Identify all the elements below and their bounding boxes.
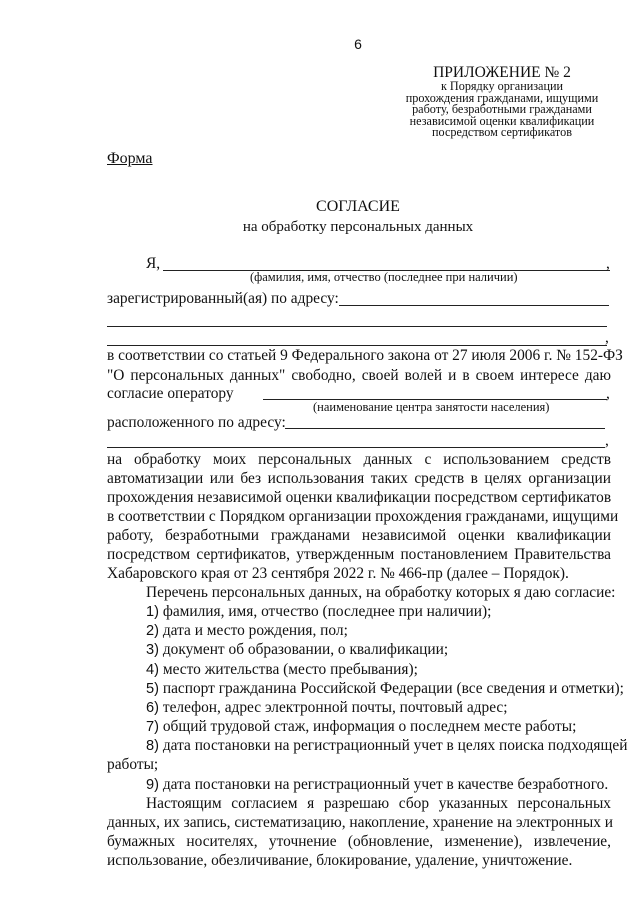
appendix-line: прохождения гражданами, ищущими xyxy=(405,90,599,105)
list-item xyxy=(146,680,624,698)
registered-address-field-line-2[interactable] xyxy=(107,326,607,327)
list-intro: Перечень персональных данных, на обработку которых я даю согласие: xyxy=(146,584,616,601)
full-name-caption: (фамилия, имя, отчество (последнее при наличии) xyxy=(250,270,518,284)
located-address-field[interactable] xyxy=(285,428,605,429)
operator-label: согласие оператору xyxy=(107,385,234,402)
i-label: Я, xyxy=(146,255,161,272)
list-item xyxy=(146,718,576,736)
appendix-title: ПРИЛОЖЕНИЕ № 2 xyxy=(433,64,571,81)
located-address-label: расположенного по адресу: xyxy=(107,414,286,431)
list-item-text: документ об образовании, о квалификации; xyxy=(162,641,449,658)
purpose-paragraph-line: в соответствии с Порядком организации прохождения гражданами, ищущими xyxy=(107,508,619,525)
appendix-line: независимой оценки квалификации xyxy=(409,113,595,128)
list-item xyxy=(146,622,348,640)
list-item xyxy=(146,699,508,717)
list-item-number: 6) xyxy=(146,700,159,716)
registered-address-label: зарегистрированный(ая) по адресу: xyxy=(107,290,339,307)
list-item-number: 3) xyxy=(146,642,159,658)
appendix-block xyxy=(392,64,612,139)
list-item-text: дата постановки на регистрационный учет в качестве безработного. xyxy=(162,776,609,793)
list-item-number: 1) xyxy=(146,604,159,620)
list-item xyxy=(146,603,491,621)
located-comma: , xyxy=(605,432,609,449)
registered-address-field[interactable] xyxy=(339,305,609,306)
list-item-number: 2) xyxy=(146,623,159,639)
document-title: СОГЛАСИЕ xyxy=(316,198,400,215)
address-comma: , xyxy=(605,329,609,346)
list-item-text: паспорт гражданина Российской Федерации (все сведения и отметки); xyxy=(162,680,624,697)
consent-paragraph-line: данных, их запись, систематизацию, накопление, хранение на электронных и xyxy=(107,814,614,831)
page-number: 6 xyxy=(354,36,362,52)
list-item-number: 8) xyxy=(146,738,159,754)
located-address-field-line-2[interactable] xyxy=(107,447,605,448)
document-subtitle: на обработку персональных данных xyxy=(242,219,474,235)
form-label: Форма xyxy=(107,150,153,167)
purpose-paragraph-line: на обработку моих персональных данных с использованием средств xyxy=(107,451,611,468)
appendix-line: к Порядку организации xyxy=(440,79,564,93)
purpose-paragraph-line: посредством сертификатов, утвержденным постановлением Правительства xyxy=(107,546,611,563)
operator-comma: , xyxy=(606,385,610,402)
list-item-continuation: работы; xyxy=(107,756,159,773)
purpose-paragraph-line: работу, безработными гражданами независимой оценки квалификации xyxy=(107,527,611,544)
name-comma: , xyxy=(606,255,610,272)
list-item-text: место жительства (место пребывания); xyxy=(162,661,418,678)
registered-address-field-line-3[interactable] xyxy=(107,345,607,346)
appendix-line: работу, безработными гражданами xyxy=(412,102,592,116)
purpose-paragraph-line: Хабаровского края от 23 сентября 2022 г. № 466-пр (далее – Порядок). xyxy=(107,565,569,582)
list-item xyxy=(146,661,418,679)
list-item-text: общий трудовой стаж, информация о последнем месте работы; xyxy=(162,718,577,735)
operator-caption: (наименование центра занятости населения) xyxy=(313,400,550,414)
list-item-text: дата постановки на регистрационный учет в целях поиска подходящей xyxy=(162,737,628,754)
list-item-number: 4) xyxy=(146,662,159,678)
list-item xyxy=(146,776,608,794)
purpose-paragraph-line: прохождения независимой оценки квалификации посредством сертификатов xyxy=(107,489,612,506)
list-item-number: 7) xyxy=(146,719,159,735)
consent-paragraph-line: использование, обезличивание, блокирование, удаление, уничтожение. xyxy=(107,852,573,869)
list-item-text: телефон, адрес электронной почты, почтовый адрес; xyxy=(162,699,508,716)
consent-paragraph-line: Настоящим согласием я разрешаю сбор указанных персональных xyxy=(146,795,611,812)
list-item-text: фамилия, имя, отчество (последнее при наличии); xyxy=(162,603,492,620)
law-paragraph-line: в соответствии со статьей 9 Федерального закона от 27 июля 2006 г. № 152-ФЗ xyxy=(107,347,623,364)
appendix-line: посредством сертификатов xyxy=(432,125,572,139)
list-item-number: 9) xyxy=(146,777,159,793)
law-paragraph-line: "О персональных данных" свободно, своей волей и в своем интересе даю xyxy=(107,367,611,384)
purpose-paragraph-line: автоматизации или без использования таких средств в целях организации xyxy=(107,470,611,487)
list-item xyxy=(146,737,628,755)
consent-paragraph-line: бумажных носителях, уточнение (обновление, изменение), извлечение, xyxy=(107,833,611,850)
list-item-number: 5) xyxy=(146,681,159,697)
list-item xyxy=(146,641,448,659)
list-item-text: дата и место рождения, пол; xyxy=(162,622,348,639)
